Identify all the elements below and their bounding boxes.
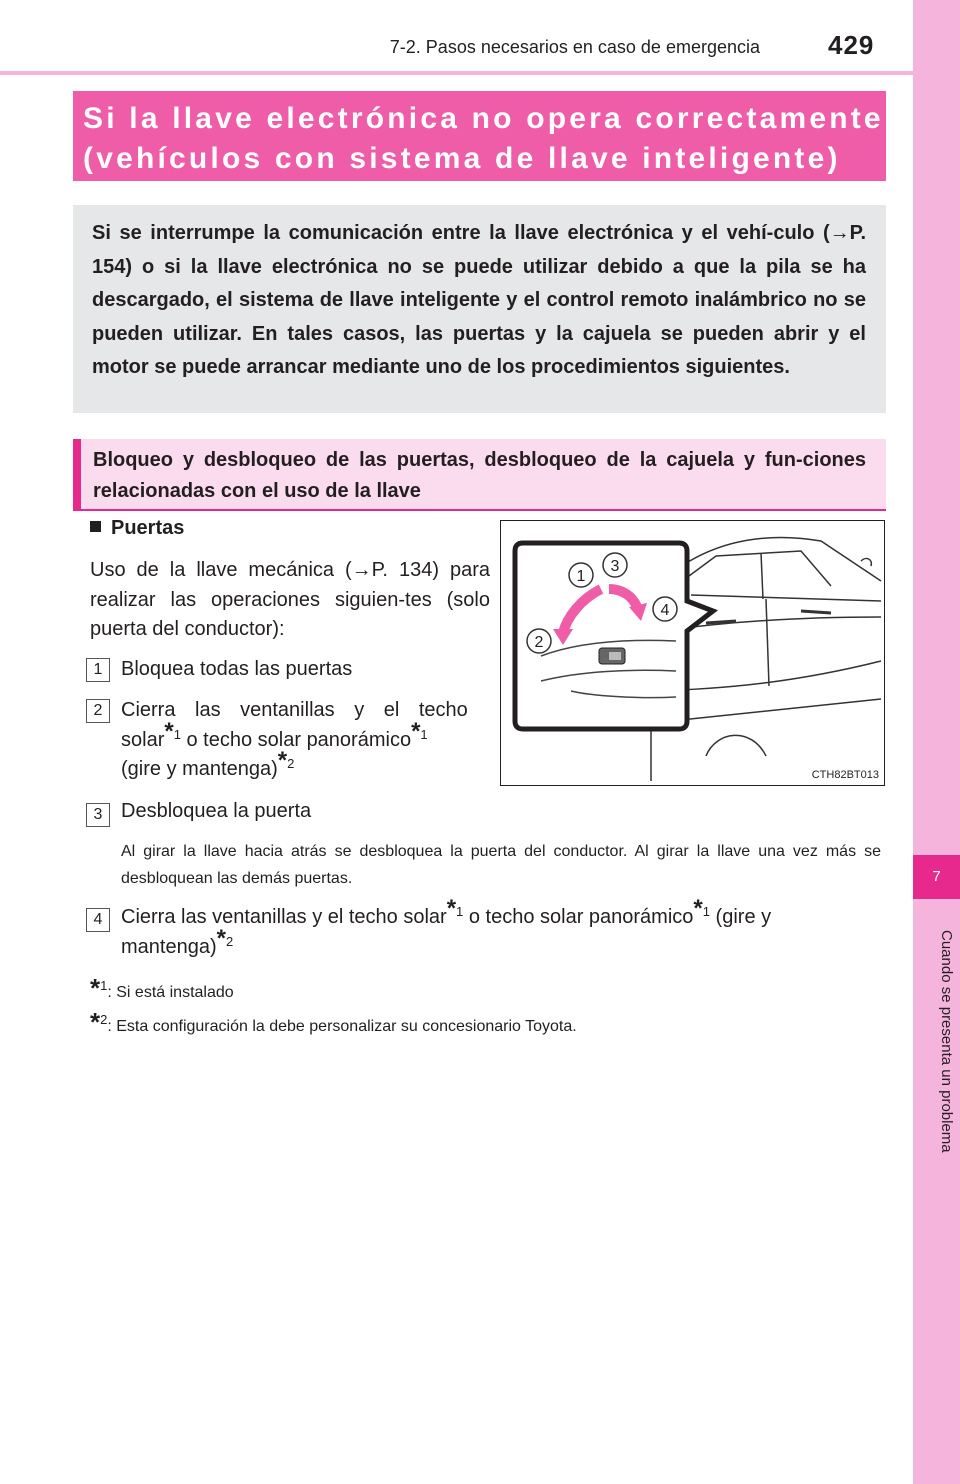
door-key-illustration: [500, 520, 885, 786]
step-3-note: Al girar la llave hacia atrás se desbloquea la puerta del conductor. Al girar la llave una vez más se desbloquean las demás puertas.: [121, 843, 881, 887]
car-door-svg: [501, 521, 886, 787]
footnote-star: *: [90, 973, 101, 1003]
footnote-star: *: [164, 717, 174, 745]
subsection-heading-box: [73, 439, 886, 511]
section-title-line-1: Si la llave electrónica no opera correctamente: [83, 102, 884, 135]
footnote-star: *: [446, 895, 457, 922]
step-text-4b: o techo solar panorámico: [463, 906, 694, 928]
callout-label-1: 1: [576, 568, 586, 585]
step-text-4c: (gire y: [710, 906, 772, 928]
footnote-1: [90, 973, 234, 1003]
footnote-ref-1: 1: [702, 904, 710, 919]
section-title-box: [73, 91, 886, 181]
step-text-4-line-2: [121, 924, 881, 963]
step-number-4: 4: [86, 908, 110, 932]
footnote-star: *: [277, 747, 288, 774]
footnote-mark-1: 1: [100, 978, 108, 993]
puertas-paragraph: Uso de la llave mecánica (→P. 134) para realizar las operaciones siguien-tes (solo puerta del conductor):: [90, 559, 490, 640]
square-bullet-icon: [90, 521, 101, 532]
step-text-2: [121, 696, 481, 785]
step-text-2c: o techo solar panorámico: [180, 728, 412, 751]
step-number-2: 2: [86, 699, 110, 723]
puertas-heading-text: Puertas: [111, 517, 185, 539]
chapter-number: 7: [932, 868, 941, 885]
step-text-4-line-1: [121, 895, 881, 933]
footnote-text-1: : Si está instalado: [107, 984, 234, 1001]
chapter-side-tab: [913, 0, 960, 1484]
footnote-ref-2: 2: [225, 933, 234, 949]
step-text-2-line-2: [121, 717, 481, 756]
footnote-star: *: [90, 1007, 101, 1037]
step-text-2d: (gire y mantenga): [121, 758, 278, 780]
footnote-ref-1: 1: [173, 726, 181, 742]
callout-label-4: 4: [660, 602, 670, 619]
chapter-title: Cuando se presenta un problema: [938, 930, 955, 1153]
page-number: 429: [828, 30, 875, 60]
step-text-2a: Cierra las ventanillas y el techo: [121, 699, 468, 721]
step-number-3: 3: [86, 803, 110, 827]
footnote-mark-2: 2: [100, 1012, 108, 1027]
footnote-text-2: : Esta configuración la debe personalizar su concesionario Toyota.: [107, 1018, 577, 1035]
callout-label-3: 3: [610, 558, 620, 575]
callout-label-2: 2: [534, 634, 544, 651]
step-text-4d: mantenga): [121, 935, 217, 958]
section-title-line-2: (vehículos con sistema de llave inteligente): [83, 142, 841, 175]
footnote-ref-1: 1: [420, 726, 428, 742]
footnote-star: *: [216, 924, 226, 952]
intro-text: Si se interrumpe la comunicación entre la llave electrónica y el vehí-culo (→P. 154) o si la llave electrónica no se puede utilizar debido a que la pila se ha descargado, el sistema de llave inteligente y el control remoto inalámbrico no se pueden utilizar. En tales casos, las puertas y la cajuela se pueden abrir y el motor se puede arrancar mediante uno de los procedimientos siguientes.: [92, 222, 866, 379]
step-text-1: Bloquea todas las puertas: [121, 658, 353, 680]
step-text-2-line-3: [121, 747, 481, 785]
step-number-1: 1: [86, 658, 110, 682]
mechanical-key: [609, 652, 621, 660]
step-text-2b: solar: [121, 728, 165, 751]
puertas-heading: [90, 517, 184, 540]
step-text-3: Desbloquea la puerta: [121, 800, 312, 822]
footnote-star: *: [693, 895, 703, 922]
step-text-4: [121, 895, 881, 962]
subsection-heading: Bloqueo y desbloqueo de las puertas, desbloqueo de la cajuela y fun-ciones relacionadas con el uso de la llave: [93, 449, 866, 502]
footnote-ref-2: 2: [287, 756, 295, 771]
footnote-2: [90, 1007, 577, 1037]
figure-code: CTH82BT013: [811, 769, 879, 781]
intro-box: [73, 205, 886, 413]
step-text-2-line-1: [121, 696, 481, 726]
footnote-ref-1: 1: [456, 904, 464, 919]
footnote-star: *: [411, 717, 421, 745]
header-divider: [0, 71, 913, 75]
header-section-title: 7-2. Pasos necesarios en caso de emergencia: [389, 37, 760, 57]
step-text-4a: Cierra las ventanillas y el techo solar: [121, 906, 447, 928]
